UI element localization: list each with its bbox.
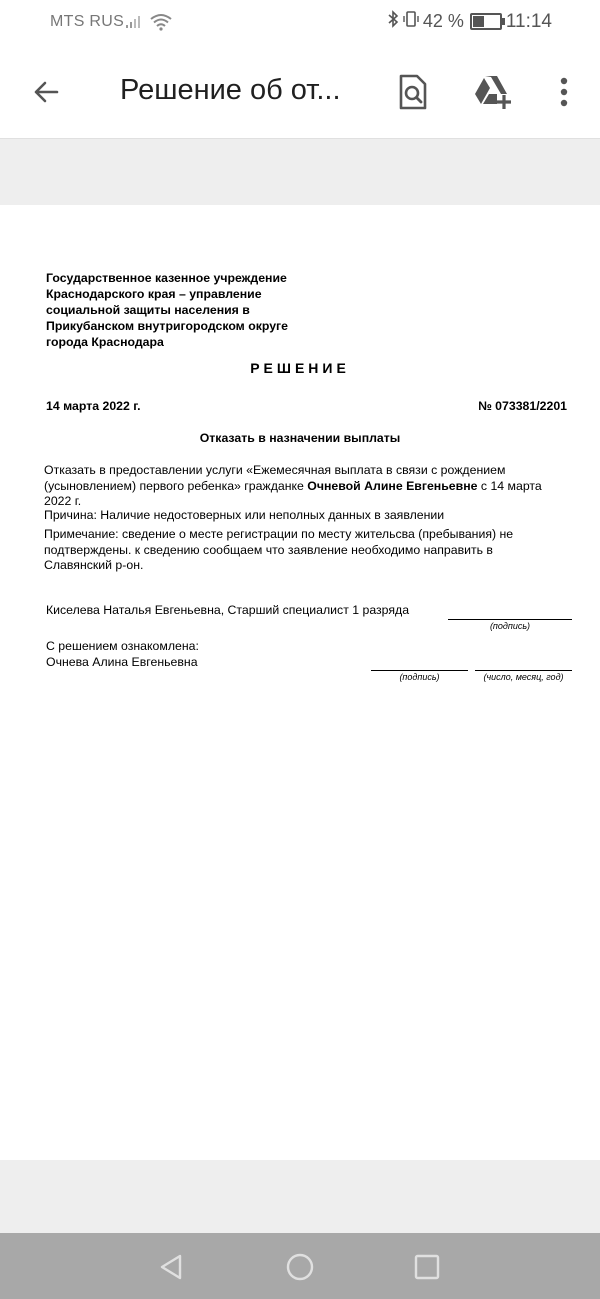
nav-back-button[interactable] [155, 1251, 187, 1283]
decision-subject: Отказать в назначении выплаты [199, 431, 401, 445]
body-prefix: Отказать в предоставлении услуги «Ежемесячная выплата в связи с рождением (усыновлением) первого ребенка» гражданке [44, 463, 506, 493]
ack-date-caption: (число, месяц, год) [483, 672, 564, 682]
decision-date: 14 марта 2022 г. [46, 399, 141, 413]
acknowledgement-label: С решением ознакомлена: [46, 639, 199, 653]
back-button[interactable] [22, 70, 70, 114]
system-navigation-bar [0, 1233, 600, 1299]
battery-icon [470, 13, 502, 30]
decision-number: № 073381/2201 [478, 399, 567, 413]
clock: 11:14 [505, 10, 552, 32]
carrier-label: MTS RUS [50, 13, 125, 30]
back-arrow-icon [31, 77, 61, 107]
circle-home-icon [285, 1252, 315, 1282]
ack-signature-caption: (подпись) [399, 672, 440, 682]
decision-body [44, 463, 564, 510]
decision-note: Примечание: сведение о месте регистрации по месту жительсва (пребывания) не подтверждены. к сведению сообщаем что заявление необходимо направить в Славянский р-он. [44, 527, 514, 572]
organization-line: Прикубанском внутригородском округе [46, 319, 289, 333]
organization-line: Краснодарского края – управление [46, 287, 262, 301]
doc-search-icon [398, 74, 428, 110]
app-toolbar [0, 44, 600, 139]
signature-caption: (подпись) [489, 621, 531, 631]
battery-percent: 42 % [422, 11, 464, 31]
decision-heading: РЕШЕНИЕ [250, 360, 350, 376]
wifi-icon [150, 13, 172, 36]
square-recents-icon [413, 1253, 441, 1281]
nav-recents-button[interactable] [411, 1251, 443, 1283]
find-in-document-button[interactable] [389, 68, 437, 116]
body-suffix: с 14 марта 2022 г. [44, 478, 542, 508]
status-bar [0, 0, 600, 44]
vibrate-icon [403, 10, 419, 33]
signal-icon [125, 13, 145, 34]
ack-date-line [475, 670, 572, 671]
organization-line: социальной защиты населения в [46, 303, 250, 317]
document-page[interactable] [0, 205, 600, 1160]
triangle-back-icon [158, 1253, 184, 1281]
signer-name: Киселева Наталья Евгеньевна, Старший специалист 1 разряда [46, 603, 410, 617]
ack-signature-line [371, 670, 468, 671]
recipient-name: Очневой Алине Евгеньевне [307, 478, 478, 493]
acknowledgement-name: Очнева Алина Евгеньевна [46, 655, 198, 669]
more-options-button[interactable] [540, 68, 588, 116]
bluetooth-icon [387, 10, 399, 33]
status-right [383, 10, 552, 33]
organization-line: Государственное казенное учреждение [46, 271, 287, 285]
more-vert-icon [559, 77, 569, 107]
organization-block [46, 270, 346, 350]
add-to-drive-button[interactable] [469, 68, 517, 116]
nav-home-button[interactable] [284, 1251, 316, 1283]
signature-line [448, 619, 572, 620]
decision-reason: Причина: Наличие недостоверных или неполных данных в заявлении [44, 508, 445, 522]
document-title: Решение об от... [120, 74, 341, 106]
drive-add-icon [473, 74, 513, 110]
organization-line: города Краснодара [46, 335, 164, 349]
